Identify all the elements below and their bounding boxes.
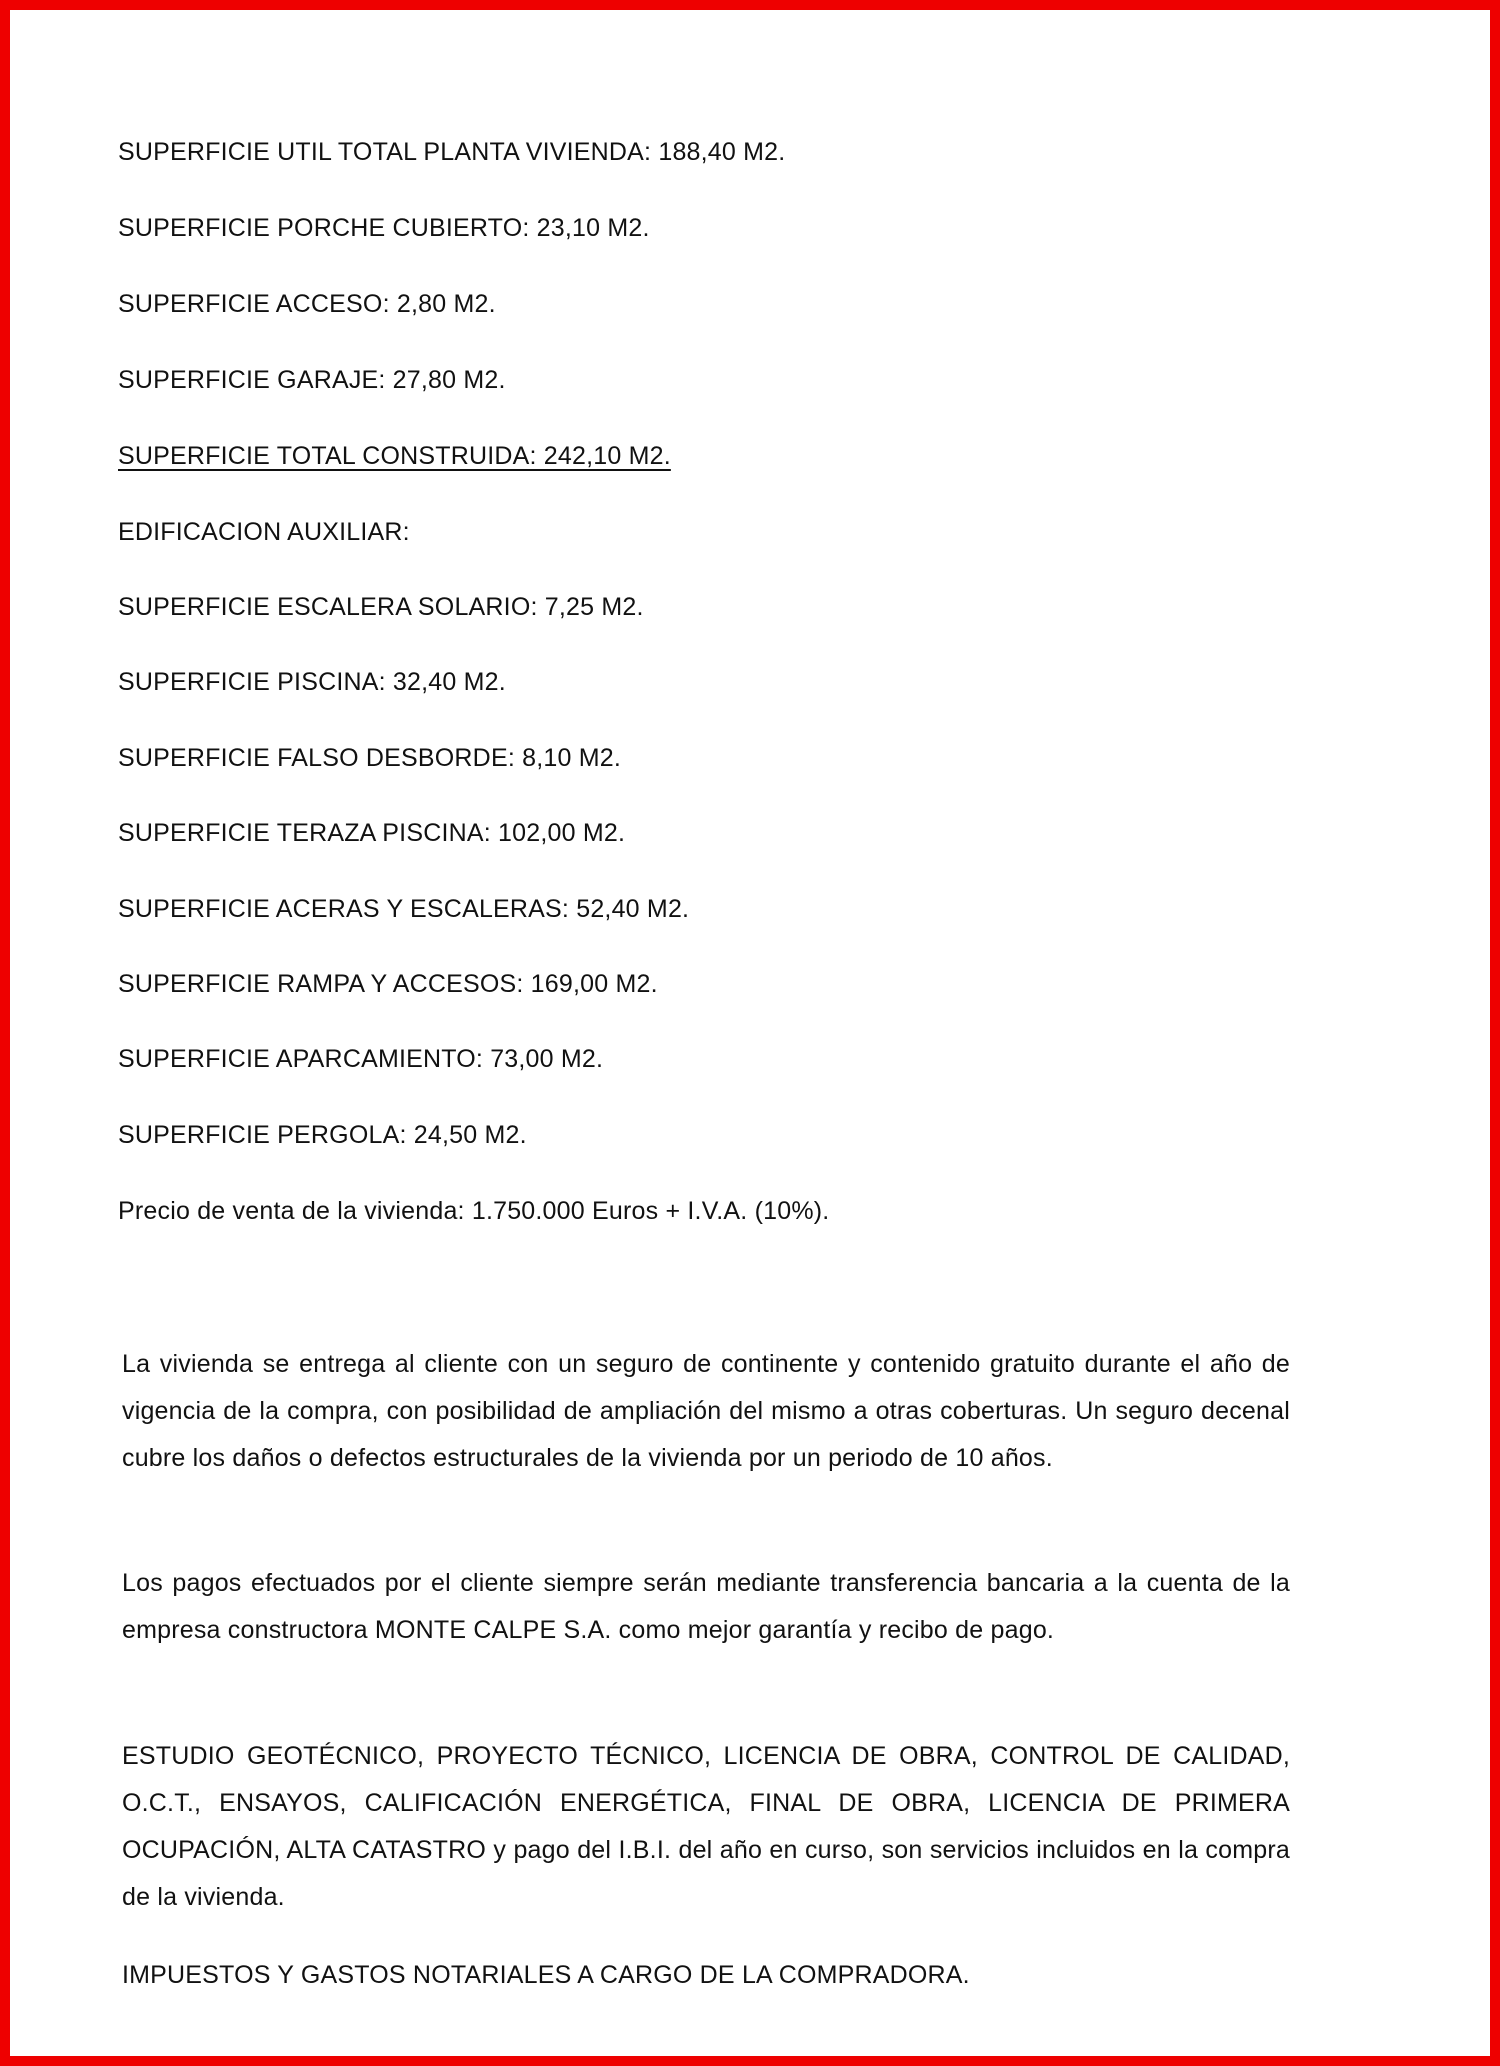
superficie-escalera-line: SUPERFICIE ESCALERA SOLARIO: 7,25 M2. [118, 593, 644, 621]
superficie-acceso-line: SUPERFICIE ACCESO: 2,80 M2. [118, 290, 496, 318]
superficie-util-line: SUPERFICIE UTIL TOTAL PLANTA VIVIENDA: 188,40 M2. [118, 138, 786, 166]
superficie-piscina-line: SUPERFICIE PISCINA: 32,40 M2. [118, 668, 506, 696]
impuestos-gastos-paragraph: IMPUESTOS Y GASTOS NOTARIALES A CARGO DE LA COMPRADORA. [122, 1961, 970, 1989]
superficie-aceras-line: SUPERFICIE ACERAS Y ESCALERAS: 52,40 M2. [118, 895, 690, 923]
superficie-terraza-line: SUPERFICIE TERAZA PISCINA: 102,00 M2. [118, 819, 626, 847]
superficie-total-construida-line: SUPERFICIE TOTAL CONSTRUIDA: 242,10 M2. [118, 442, 671, 470]
seguro-paragraph: La vivienda se entrega al cliente con un seguro de continente y contenido gratuito durante el año de vigencia de la compra, con posibilidad de ampliación del mismo a otras coberturas. Un seguro decenal cubre los daños o defectos estructurales de la vivienda por un periodo de 10 años. [122, 1350, 1290, 1472]
precio-venta-line: Precio de venta de la vivienda: 1.750.000 Euros + I.V.A. (10%). [118, 1197, 830, 1225]
servicios-incluidos-paragraph: ESTUDIO GEOTÉCNICO, PROYECTO TÉCNICO, LICENCIA DE OBRA, CONTROL DE CALIDAD, O.C.T., ENSAYOS, CALIFICACIÓN ENERGÉTICA, FINAL DE OBRA, LICENCIA DE PRIMERA OCUPACIÓN, ALTA CATASTRO y pago del I.B.I. del año en curso, son servicios incluidos en la compra de la vivienda. [122, 1742, 1290, 1911]
superficie-falso-desborde-line: SUPERFICIE FALSO DESBORDE: 8,10 M2. [118, 744, 621, 772]
edificacion-auxiliar-heading: EDIFICACION AUXILIAR: [118, 518, 410, 546]
pagos-paragraph: Los pagos efectuados por el cliente siempre serán mediante transferencia bancaria a la cuenta de la empresa constructora MONTE CALPE S.A. como mejor garantía y recibo de pago. [122, 1569, 1290, 1644]
superficie-aparcamiento-line: SUPERFICIE APARCAMIENTO: 73,00 M2. [118, 1045, 604, 1073]
superficie-porche-line: SUPERFICIE PORCHE CUBIERTO: 23,10 M2. [118, 214, 650, 242]
superficie-pergola-line: SUPERFICIE PERGOLA: 24,50 M2. [118, 1121, 527, 1149]
superficie-garaje-line: SUPERFICIE GARAJE: 27,80 M2. [118, 366, 506, 394]
superficie-rampa-line: SUPERFICIE RAMPA Y ACCESOS: 169,00 M2. [118, 970, 658, 998]
